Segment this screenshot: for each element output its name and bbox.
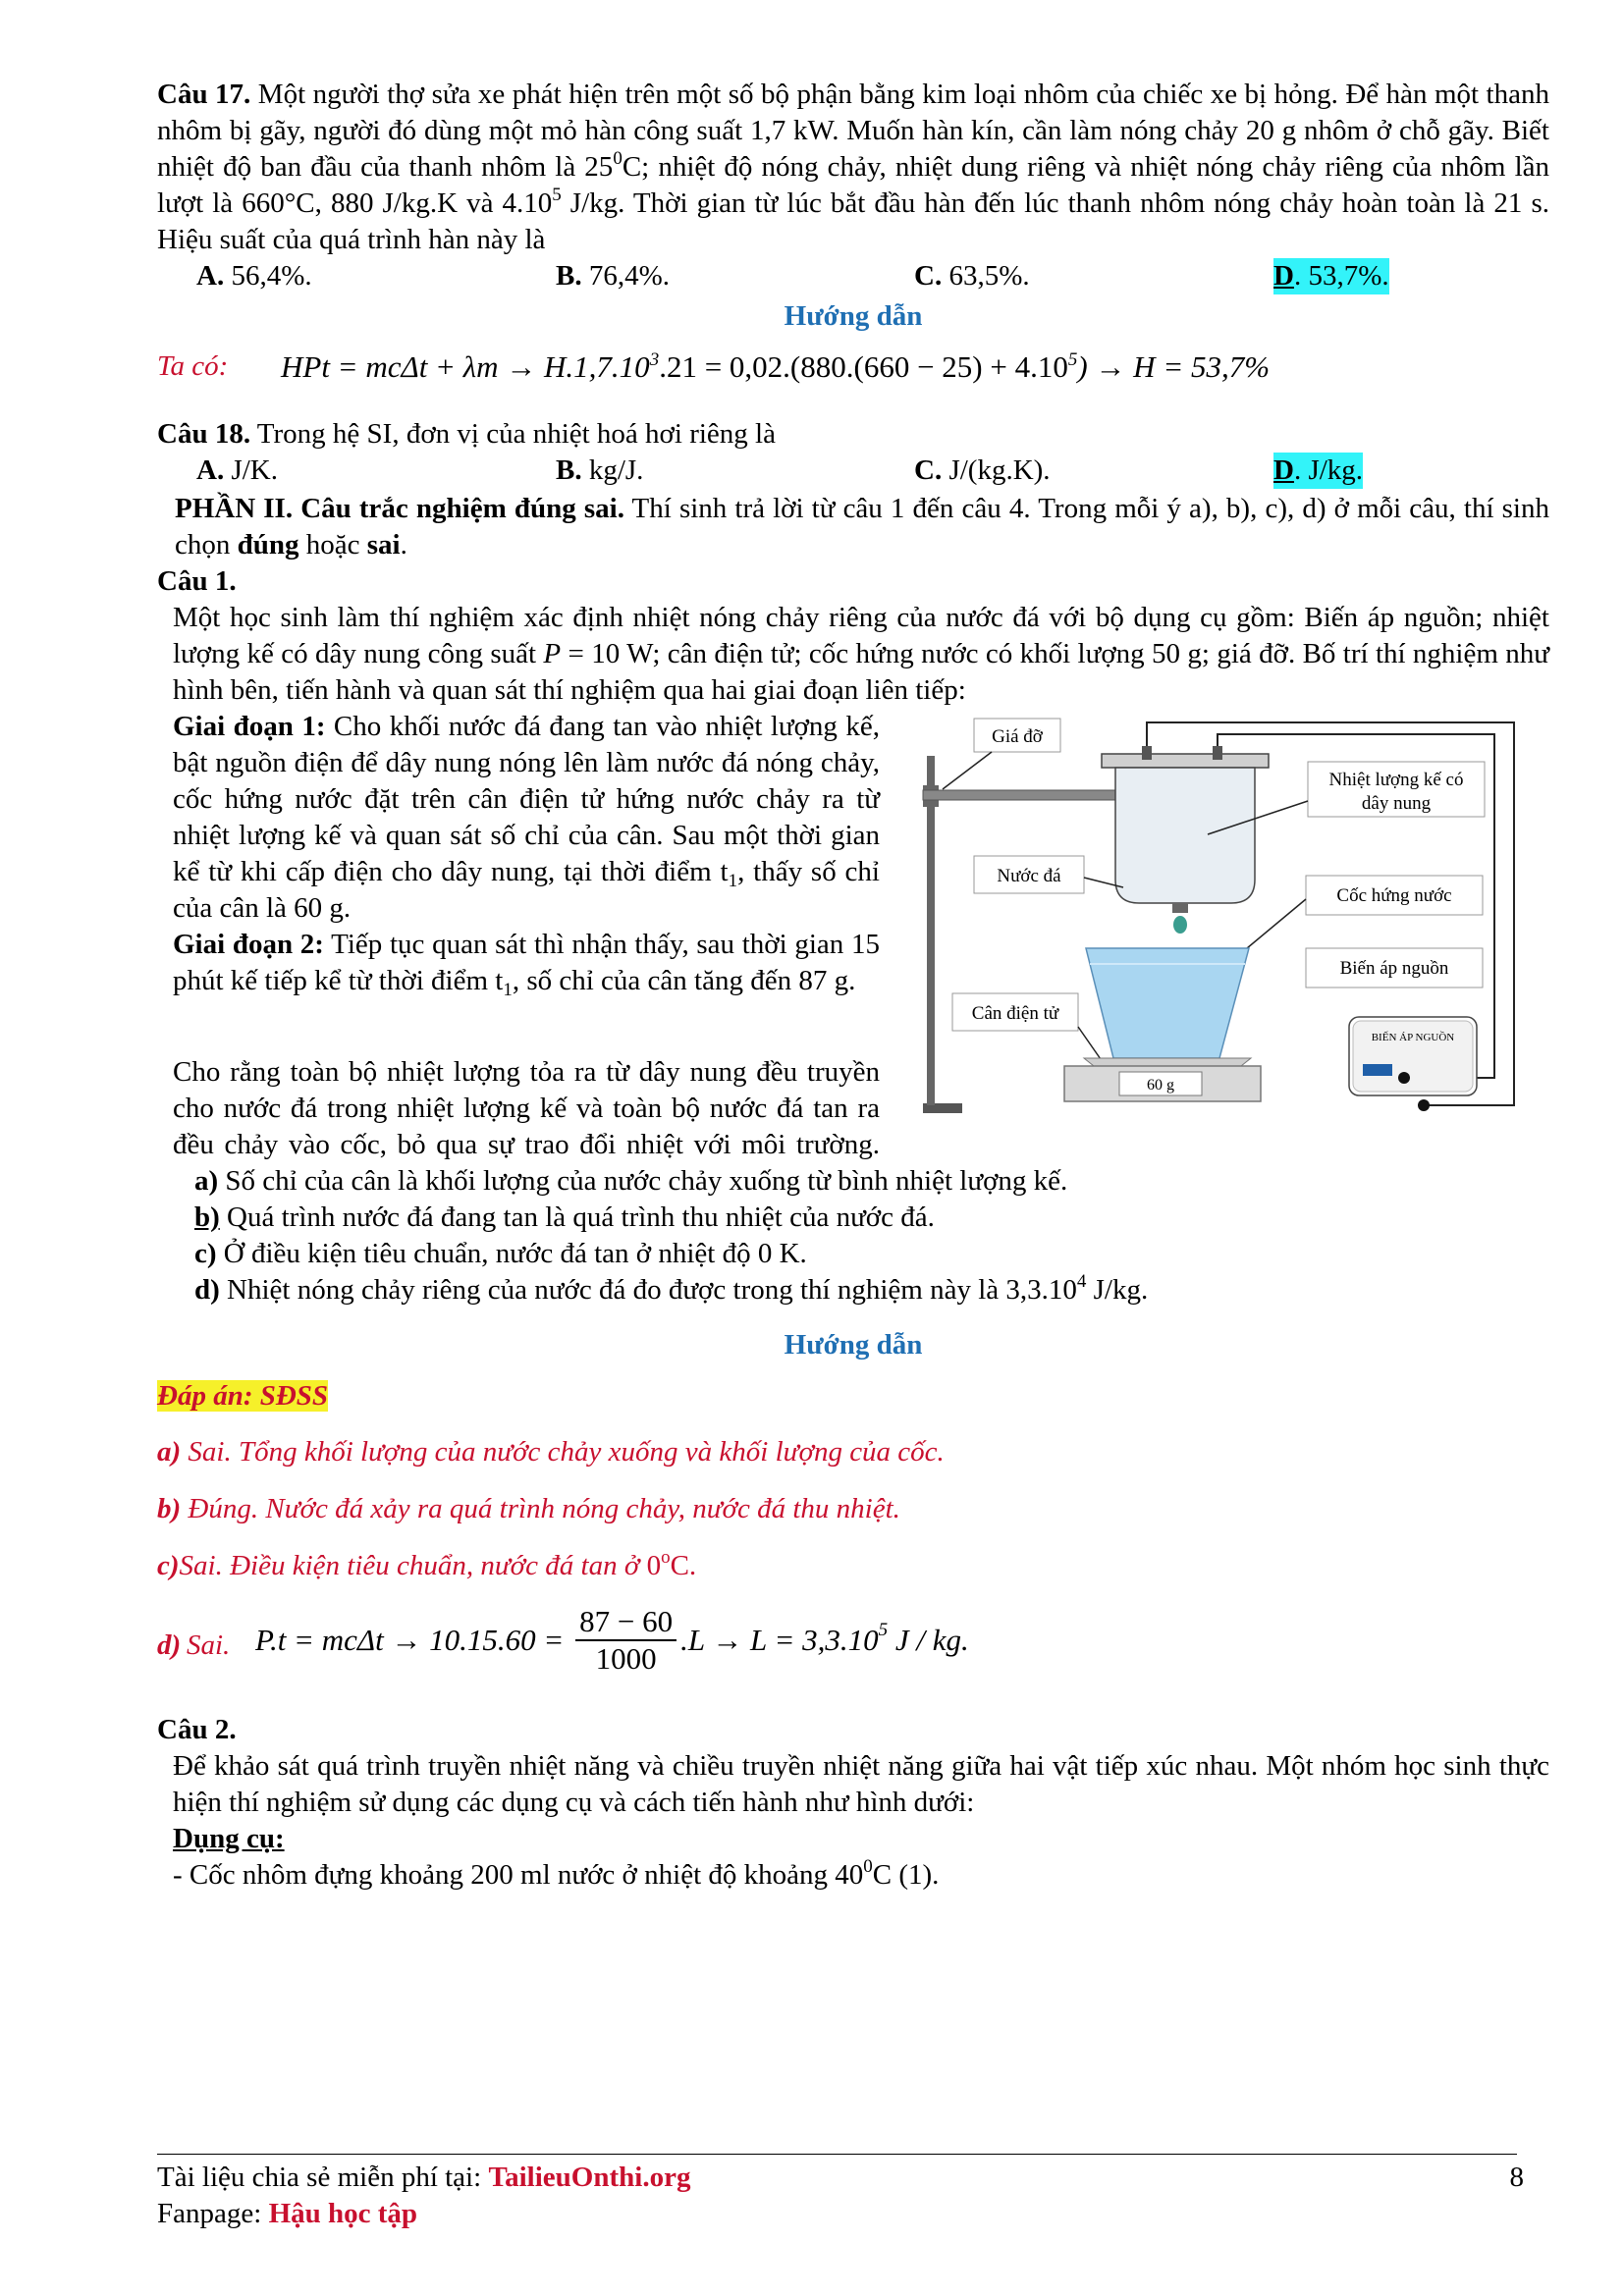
question-17-text: Câu 17. Một người thợ sửa xe phát hiện trên một số bộ phận bằng kim loại nhôm của chiếc xe bị hỏng. Để hàn một thanh nhôm bị gãy, người đó dùng một mỏ hàn công suất 1,7 kW. Muốn hàn kín, cần làm nóng chảy 20 g nhôm ở chỗ gãy. Biết nhiệt độ ban đầu của thanh nhôm là $25^0C$; nhiệt độ nóng chảy, nhiệt dung riêng và nhiệt nóng chảy riêng của nhôm lần lượt là 660°C, 880 J/kg.K và 4.10$^5$ J/kg. Thời gian từ lúc bắt đầu hàn đến lúc thanh nhôm nóng chảy hoàn toàn là 21 s. Hiệu suất của quá trình hàn này là xyxy=(157,79,1550,255)
c1-solution-c: c)Sai. Điều kiện tiêu chuẩn, nước đá tan ở 0$^o$C. xyxy=(157,1547,697,1581)
c2-tool-1: - Cốc nhôm đựng khoảng 200 ml nước ở nhiệt độ khoảng $40^0C$ (1). xyxy=(173,1856,940,1891)
svg-text:Biến áp nguồn: Biến áp nguồn xyxy=(1339,958,1449,979)
c1-stages xyxy=(173,709,880,999)
question-17-label: Câu 17. xyxy=(157,79,251,110)
c1-solution-b: b) Đúng. Nước đá xảy ra quá trình nóng chảy, nước đá thu nhiệt. xyxy=(157,1493,900,1524)
question-18-text: Câu 18. Trong hệ SI, đơn vị của nhiệt hoá hơi riêng là xyxy=(157,418,776,450)
c2-label: Câu 2. xyxy=(157,1714,237,1745)
electronic-scale xyxy=(1064,1058,1261,1101)
footer-fanpage-link[interactable]: Hậu học tập xyxy=(268,2198,418,2229)
solution-17-label: Ta có: xyxy=(157,350,229,382)
c2-label-block xyxy=(157,1712,1549,1748)
terminal-negative-icon xyxy=(1398,1072,1410,1084)
question-17 xyxy=(157,77,1549,388)
option-d-correct: D. J/kg. xyxy=(1273,453,1363,489)
device-label: BIẾN ÁP NGUỒN xyxy=(1371,1032,1455,1043)
page-number: 8 xyxy=(1509,2162,1524,2193)
footer xyxy=(157,2160,1549,2238)
svg-text:Nước đá: Nước đá xyxy=(997,866,1061,886)
svg-text:Cân điện tử: Cân điện tử xyxy=(971,1003,1059,1024)
c1-solution-d: d) Sai. P.t = mcΔt → 10.15.60 = $\frac{87 - 60}{1000}$ $.L \to L = 3,3.10^5$ J / kg. xyxy=(157,1604,969,1676)
c1-item-a: a) Số chỉ của cân là khối lượng của nước chảy xuống từ bình nhiệt lượng kế. xyxy=(194,1165,1068,1197)
c1-assumption-text: Cho rằng toàn bộ nhiệt lượng tỏa ra từ dây nung đều truyền cho nước đá trong nhiệt lượng kế và toàn bộ nước đá tan ra đều chảy vào cốc, bỏ qua sự trao đổi nhiệt với môi trường. xyxy=(173,1056,880,1160)
c1-intro: Một học sinh làm thí nghiệm xác định nhiệt nóng chảy riêng của nước đá với bộ dụng cụ gồm: Biến áp nguồn; nhiệt lượng kế có dây nung công suất P = 10 W; cân điện tử; cốc hứng nước có khối lượng 50 g; giá đỡ. Bố trí thí nghiệm như hình bên, tiến hành và quan sát thí nghiệm qua hai giai đoạn liên tiếp: xyxy=(173,602,1549,706)
footer-line-1: Tài liệu chia sẻ miễn phí tại: TailieuOnthi.org xyxy=(157,2162,691,2193)
fraction: $\frac{87 - 60}{1000}$ xyxy=(575,1604,677,1677)
terminal-positive-icon xyxy=(1418,1099,1430,1111)
c1-answer xyxy=(157,1378,1549,1415)
experiment-diagram xyxy=(913,707,1532,1119)
guide-heading-17: Hướng dẫn xyxy=(784,300,923,332)
c1-item-c: c) Ở điều kiện tiêu chuẩn, nước đá tan ở nhiệt độ 0 K. xyxy=(194,1238,807,1269)
guide-heading-c1: Hướng dẫn xyxy=(784,1329,923,1361)
option-b: B. kg/J. xyxy=(556,454,644,486)
option-d-correct: D. 53,7%. xyxy=(1273,258,1389,294)
option-b: B. 76,4%. xyxy=(556,260,671,292)
question-17-options xyxy=(157,258,1549,294)
option-a: A. J/K. xyxy=(196,454,278,486)
option-c: C. J/(kg.K). xyxy=(914,454,1051,486)
label-nuoc-da xyxy=(974,856,1123,893)
part-2-title: PHẦN II. Câu trắc nghiệm đúng sai. xyxy=(175,493,624,524)
svg-text:Nhiệt lượng kế có: Nhiệt lượng kế có xyxy=(1328,770,1464,790)
c1-answer-badge: Đáp án: SĐSS xyxy=(157,1380,329,1412)
label-bien-ap-nguon xyxy=(1306,948,1483,988)
svg-text:Giá đỡ: Giá đỡ xyxy=(992,726,1043,747)
c1-item-d: d) Nhiệt nóng chảy riêng của nước đá đo được trong thí nghiệm này là 3,3.10$^4$ J/kg. xyxy=(194,1271,1149,1306)
scale-reading: 60 g xyxy=(1147,1077,1174,1094)
c1-solution-a: a) Sai. Tổng khối lượng của nước chảy xuống và khối lượng của cốc. xyxy=(157,1436,945,1468)
c1-item-b: b) Quá trình nước đá đang tan là quá trình thu nhiệt của nước đá. xyxy=(194,1201,935,1233)
c2-text: Để khảo sát quá trình truyền nhiệt năng và chiều truyền nhiệt năng giữa hai vật tiếp xúc nhau. Một nhóm học sinh thực hiện thí nghiệm sử dụng các dụng cụ và cách tiến hành như hình dưới: Dụng cụ: - Cốc nhôm đựng khoảng 200 ml nước ở nhiệt độ khoảng $40^0C$ (1). xyxy=(173,1748,1549,1894)
question-18-label: Câu 18. xyxy=(157,418,251,450)
svg-text:Cốc hứng nước: Cốc hứng nước xyxy=(1336,885,1452,906)
solution-17-formula: HPt = $mc\Delta t + \lambda m \to H.1,7.10^3.21 = 0,02.(880.(660 - 25) + 4.10^5) \to H = 53,7\%$ xyxy=(281,349,1271,384)
footer-rule xyxy=(157,2154,1517,2155)
solution-17 xyxy=(157,348,1549,388)
c1-items xyxy=(194,1163,1549,1308)
c1-label: Câu 1. xyxy=(157,565,237,597)
power-supply xyxy=(1349,1017,1477,1111)
c2-tools-label: Dụng cụ: xyxy=(173,1823,285,1854)
footer-site-link[interactable]: TailieuOnthi.org xyxy=(488,2162,691,2193)
svg-text:dây nung: dây nung xyxy=(1361,793,1432,814)
c1-label-block xyxy=(157,563,1549,600)
stage-2: Giai đoạn 2: Tiếp tục quan sát thì nhận thấy, sau thời gian 15 phút kế tiếp kể từ thời điểm $t_1$, số chỉ của cân tăng đến 87 g. xyxy=(173,929,880,1000)
display-icon xyxy=(1363,1064,1392,1076)
option-c: C. 63,5%. xyxy=(914,260,1030,292)
calorimeter xyxy=(1102,746,1269,934)
label-gia-do xyxy=(943,719,1060,789)
c1-solution-d-formula: P.t = mcΔt → 10.15.60 = $\frac{87 - 60}{1000}$ $.L \to L = 3,3.10^5$ J / kg. xyxy=(255,1604,969,1676)
question-18-options xyxy=(157,453,1549,489)
option-a: A. 56,4%. xyxy=(196,260,312,292)
label-coc-hung-nuoc xyxy=(1235,876,1483,958)
collecting-cup xyxy=(1086,948,1249,1058)
footer-line-2: Fanpage: Hậu học tập xyxy=(157,2198,418,2229)
stage-1: Giai đoạn 1: Cho khối nước đá đang tan vào nhiệt lượng kế, bật nguồn điện để dây nung nóng lên làm nước đá nóng chảy, cốc hứng nước đặt trên cân điện tử hứng nước chảy ra từ nhiệt lượng kế và quan sát số chỉ của cân. Sau một thời gian kể từ khi cấp điện cho dây nung, tại thời điểm $t_1$, thấy số chỉ của cân là 60 g. xyxy=(173,711,880,924)
question-18 xyxy=(157,416,1549,489)
part-2-heading: PHẦN II. Câu trắc nghiệm đúng sai. Thí sinh trả lời từ câu 1 đến câu 4. Trong mỗi ý a), b), c), d) ở mỗi câu, thí sinh chọn đúng hoặc sai. xyxy=(175,493,1549,561)
